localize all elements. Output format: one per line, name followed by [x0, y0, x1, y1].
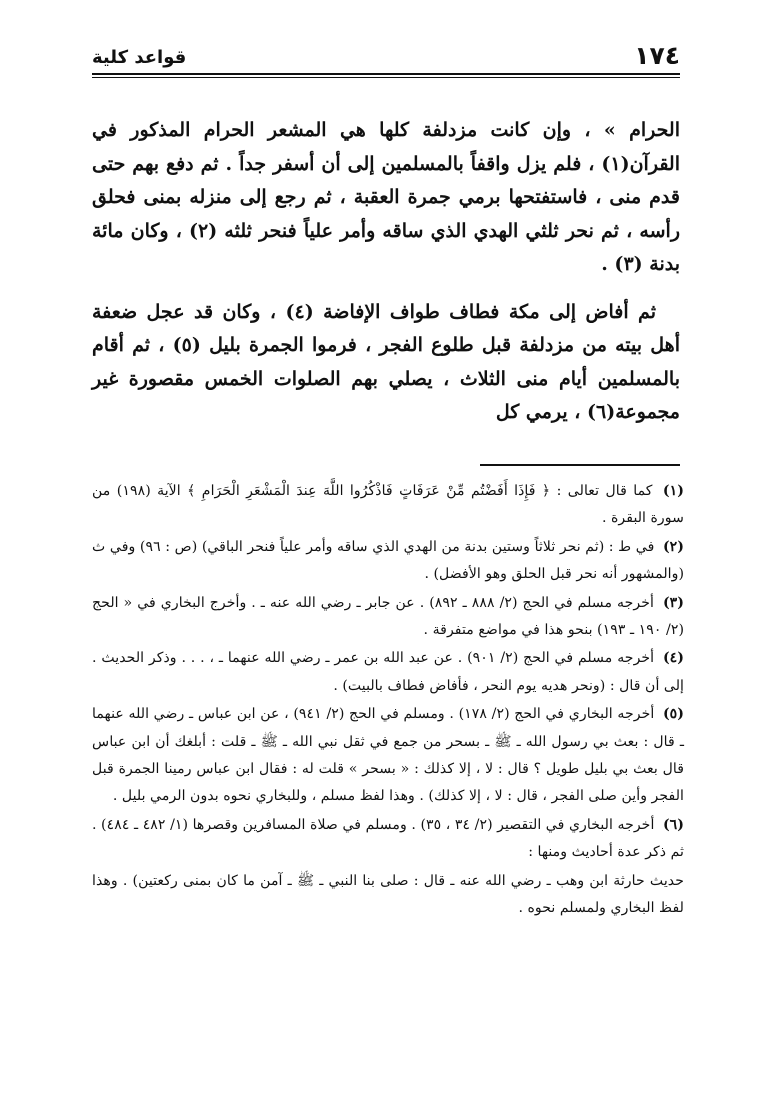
- footnote-text: في ط : (ثم نحر ثلاثاً وستين بدنة من الهدي الذي ساقه وأمر علياً فنحر الباقي) (ص : ٩٦) وفي ث (والمشهور أنه نحر قبل الحلق وهو الأفضل) .: [92, 538, 684, 583]
- footnotes: [92, 478, 684, 924]
- footnote-6: [92, 812, 684, 867]
- header-rule: [92, 73, 680, 75]
- page-number: ١٧٤: [634, 41, 680, 70]
- footnote-text: أخرجه مسلم في الحج (٢/ ٩٠١) . عن عبد الله بن عمر ـ رضي الله عنهما ـ ، . . . وذكر الحديث . إلى أن قال : (ونحر هديه يوم النحر ، فأفاض فطاف بالبيت) .: [92, 650, 684, 694]
- footnote-5: [92, 701, 684, 811]
- footnote-number: (١): [662, 483, 684, 499]
- footnote-number: (٣): [662, 594, 685, 611]
- footnote-4: [92, 645, 684, 700]
- footnote-text: أخرجه البخاري في الحج (٢/ ١٧٨) . ومسلم في الحج (٢/ ٩٤١) ، عن ابن عباس ـ رضي الله عنهما ـ قال : بعث بي رسول الله ـ ﷺ ـ بسحر من جمع في ثقل نبي الله ـ ﷺ ـ قلت : أبلغك أن ابن عباس قال بعث بي بليل طويل ؟ قال : لا ، إلا كذلك : « بسحر » قلت له : فقال ابن عباس رمينا الجمرة قبل الفجر وأين صلى الفجر ، قال : لا ، إلا كذلك) . وهذا لفظ مسلم ، وللبخاري نحوه بدون الرمي بليل .: [92, 706, 684, 805]
- footnote-2: [92, 534, 684, 589]
- footnote-number: (٥): [662, 706, 684, 723]
- footnote-3: [92, 590, 684, 645]
- footnote-number: (٢): [662, 538, 685, 555]
- header-rule-thin: [92, 77, 680, 78]
- footnote-text: كما قال تعالى : ﴿ فَإِذَا أَفَضْتُم مِّنْ عَرَفَاتٍ فَاذْكُرُوا اللَّهَ عِندَ الْمَشْعَرِ الْحَرَامِ ﴾ الآية (١٩٨) من سورة البقرة .: [92, 483, 684, 527]
- footnote-number: (٦): [662, 816, 684, 833]
- footnote-text: أخرجه مسلم في الحج (٢/ ٨٨٨ ـ ٨٩٢) . عن جابر ـ رضي الله عنه ـ . وأخرج البخاري في « الحج (٢/ ١٩٠ ـ ١٩٣) بنحو هذا في مواضع متفرقة .: [92, 594, 684, 639]
- footnote-1: [92, 478, 684, 533]
- footnote-divider: [480, 464, 680, 466]
- main-text: [92, 114, 680, 444]
- footnote-number: (٤): [662, 650, 684, 667]
- footnote-text: أخرجه البخاري في التقصير (٢/ ٣٤ ، ٣٥) . ومسلم في صلاة المسافرين وقصرها (١/ ٤٨٢ ـ ٤٨٤) . ثم ذكر عدة أحاديث ومنها :: [92, 816, 684, 861]
- footnote-6-continuation: حديث حارثة ابن وهب ـ رضي الله عنه ـ قال : صلى بنا النبي ـ ﷺ ـ آمن ما كان بمنى ركعتين) . وهذا لفظ البخاري ولمسلم نحوه .: [92, 872, 684, 917]
- running-title: قواعد كلية: [92, 47, 187, 68]
- paragraph-2: ثم أفاض إلى مكة فطاف طواف الإفاضة (٤) ، وكان قد عجل ضعفة أهل بيته من مزدلفة قبل طلوع الفجر ، فرموا الجمرة بليل (٥) ، ثم أقام بالمسلمين أيام منى الثلاث ، يصلي بهم الصلوات الخمس مقصورة غير مجموعة(٦) ، يرمي كل: [92, 300, 680, 423]
- paragraph-1: الحرام » ، وإن كانت مزدلفة كلها هي المشعر الحرام المذكور في القرآن(١) ، فلم يزل واقفاً بالمسلمين إلى أن أسفر جداً . ثم دفع بهم حتى قدم منى ، فاستفتحها برمي جمرة العقبة ، ثم رجع إلى منزله بمنى فحلق رأسه ، ثم نحر ثلثي الهدي الذي ساقه وأمر علياً فنحر ثلثه (٢) ، وكان مائة بدنة (٣) .: [92, 119, 680, 275]
- page-header: [92, 38, 680, 70]
